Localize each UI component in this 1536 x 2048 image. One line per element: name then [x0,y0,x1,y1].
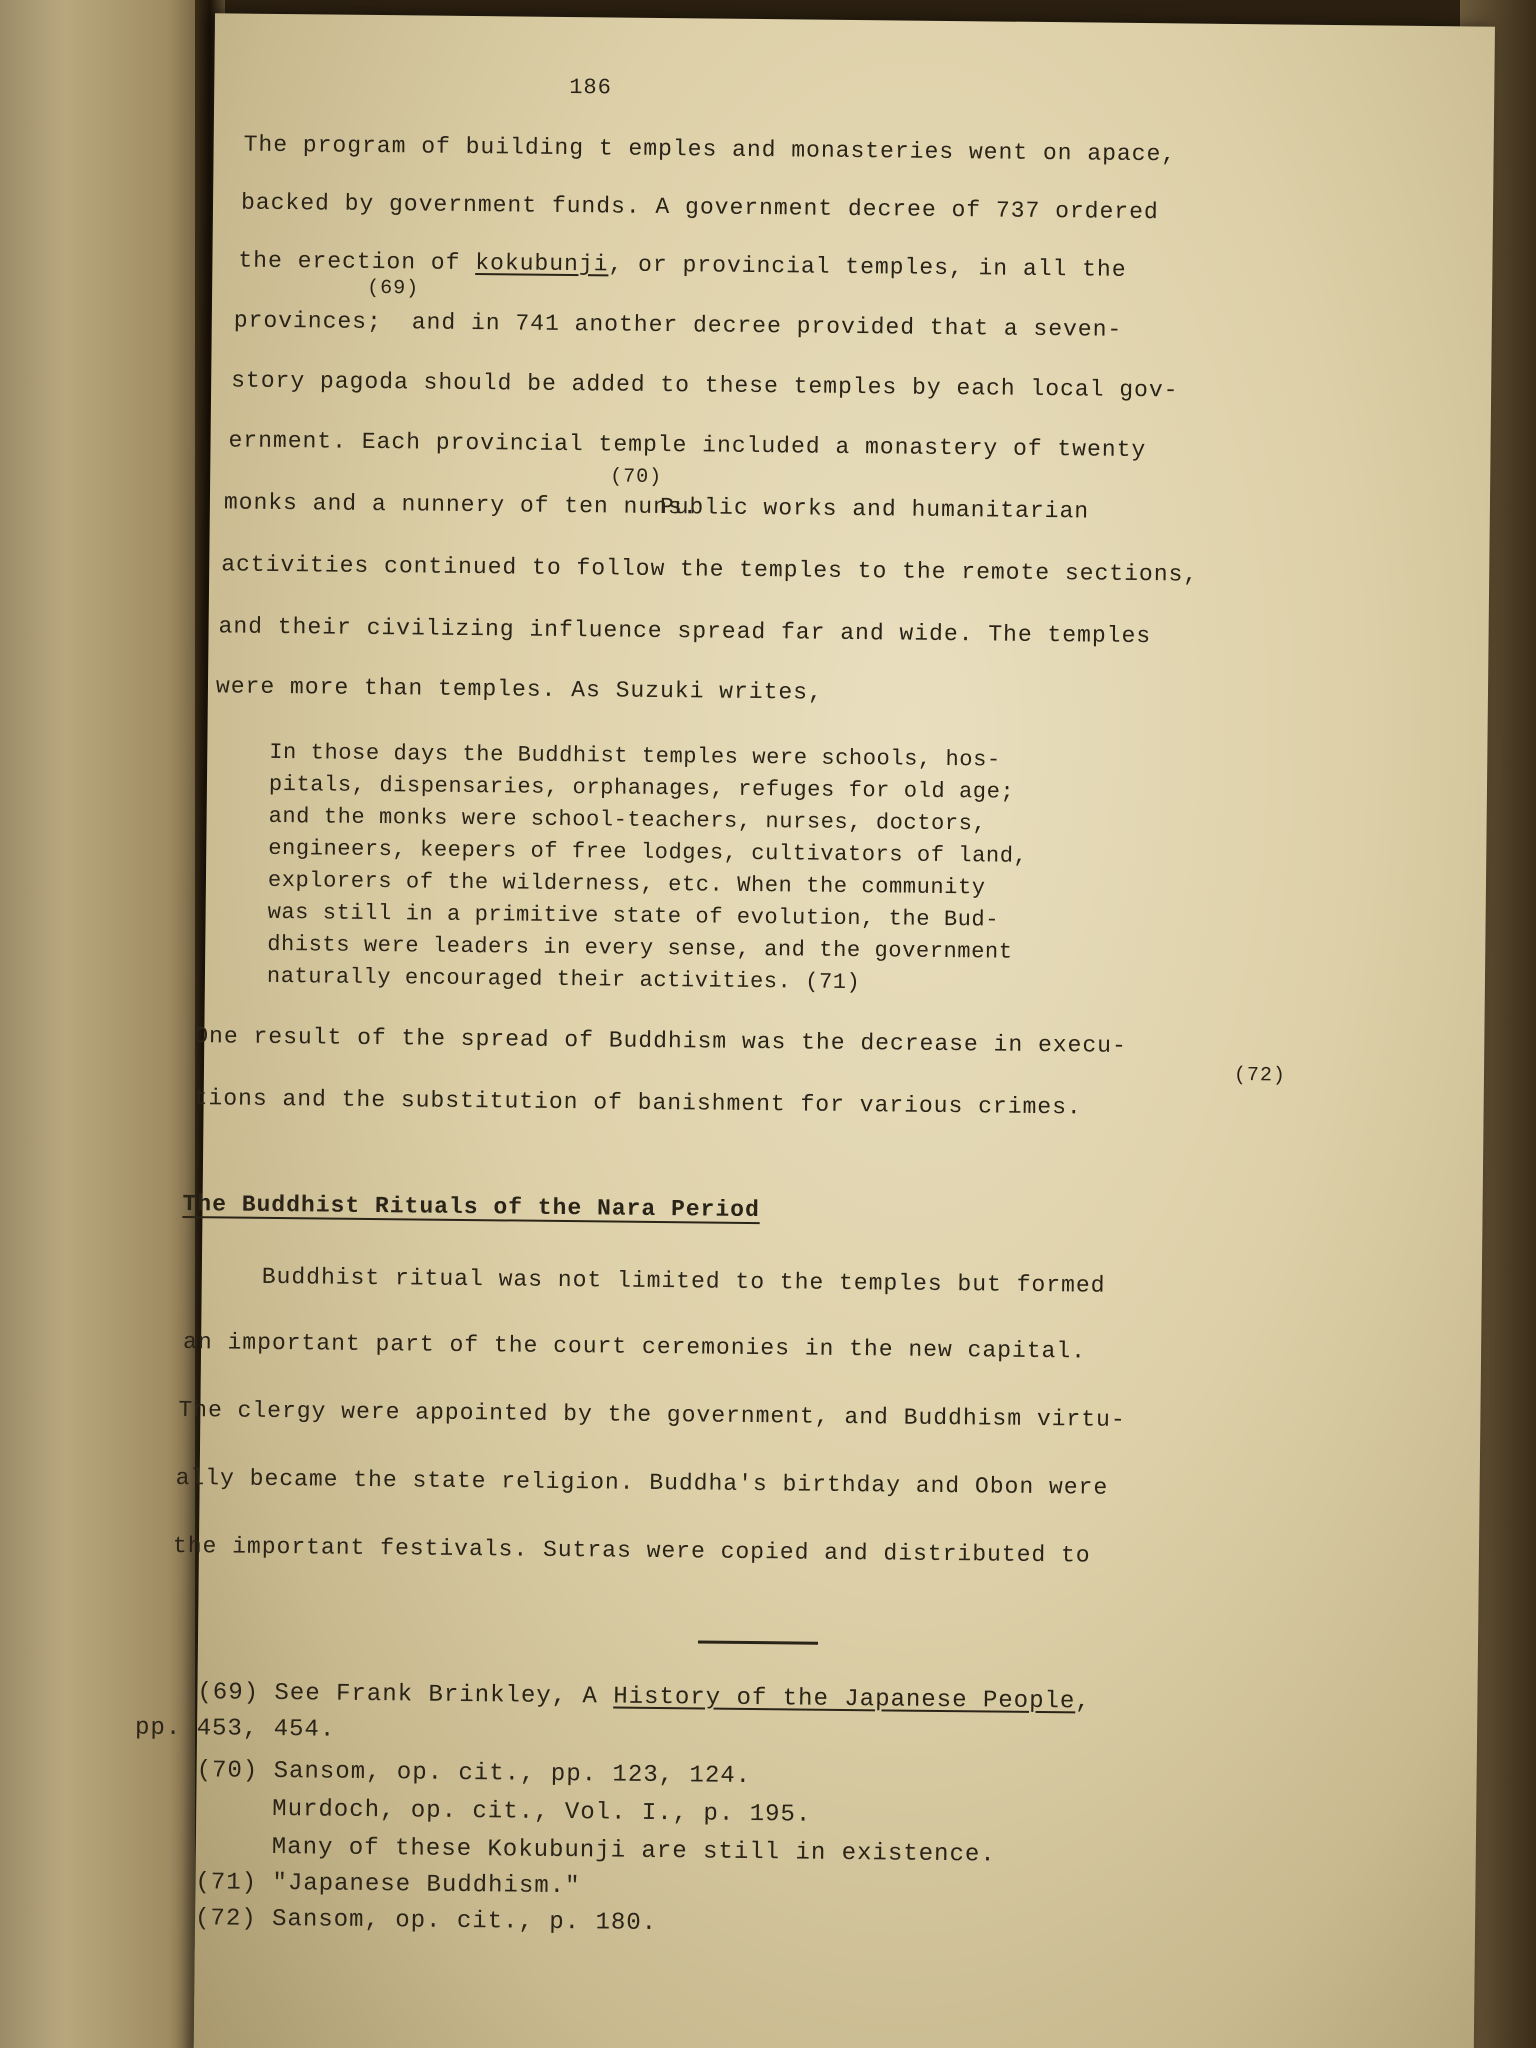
footnote-divider [698,1640,818,1644]
paragraph-line: monks and a nunnery of ten nuns. [223,489,698,521]
paragraph-line: backed by government funds. A government decree of 737 ordered [240,189,1159,226]
footnote-71: (71) "Japanese Buddhism." [195,1869,581,1901]
footnote-69: (69) See Frank Brinkley, A History of the Japanese People, [197,1679,1091,1716]
paragraph-line: Buddhist ritual was not limited to the temples but formed [261,1263,1106,1299]
paragraph-line: story pagoda should be added to these temples by each local gov- [231,367,1179,404]
paragraph-line: ernment. Each provincial temple included a monastery of twenty [228,427,1147,464]
section-heading: The Buddhist Rituals of the Nara Period [182,1191,760,1224]
quote-line: pitals, dispensaries, orphanages, refuges for old age; [268,771,1015,805]
paragraph-line: provinces; [233,307,382,336]
paragraph-line: The clergy were appointed by the government, and Buddhism virtu- [178,1396,1126,1433]
paragraph-line: ally became the state religion. Buddha's birthday and Obon were [175,1464,1109,1501]
footnote-ref-69: (69) [367,276,420,301]
footnote-69-pages: pp. 453, 454. [134,1714,336,1744]
typed-page [134,13,1495,2048]
footnote-70-b: Murdoch, op. cit., Vol. I., p. 195. [272,1795,812,1829]
paragraph-line: tions and the substitution of banishment for various crimes. [193,1085,1082,1121]
paragraph-line: and in 741 another decree provided that a seven- [411,309,1123,343]
paragraph-line: and their civilizing influence spread far and wide. The temples [218,613,1152,650]
footnote-72: (72) Sansom, op. cit., p. 180. [194,1905,658,1938]
quote-line: engineers, keepers of free lodges, cultivators of land, [268,835,1028,869]
paragraph-line: the erection of kokubunji, or provincial temples, in all the [238,247,1127,283]
paragraph-line: One result of the spread of Buddhism was the decrease in execu- [194,1023,1127,1059]
kokubunji-term: kokubunji [475,250,609,278]
paragraph-line: activities continued to follow the temples to the remote sections, [221,551,1199,588]
book-title: History of the Japanese People [613,1683,1076,1716]
footnote-70-c: Many of these Kokubunji are still in existence. [271,1833,996,1869]
page-number: 186 [569,75,613,101]
footnote-70: (70) Sansom, op. cit., pp. 123, 124. [196,1757,752,1791]
quote-line: was still in a primitive state of evolution, the Bud- [267,899,1000,933]
quote-line: naturally encouraged their activities. (71) [266,963,861,996]
paragraph-line: the important festivals. Sutras were copied and distributed to [172,1532,1091,1569]
paragraph-line: an important part of the court ceremonies in the new capital. [182,1329,1087,1365]
quote-line: explorers of the wilderness, etc. When the community [267,867,986,901]
quote-line: dhists were leaders in every sense, and the government [267,931,1013,965]
footnote-ref-72: (72) [1233,1064,1287,1088]
quote-line: and the monks were school-teachers, nurses, doctors, [268,803,987,837]
footnote-ref-70: (70) [610,465,663,490]
paragraph-line: The program of building t emples and monasteries went on apace, [243,131,1177,168]
quote-line: In those days the Buddhist temples were schools, hos- [269,739,1001,773]
paragraph-line: were more than temples. As Suzuki writes, [215,673,823,706]
paragraph-line: Public works and humanitarian [659,493,1090,525]
